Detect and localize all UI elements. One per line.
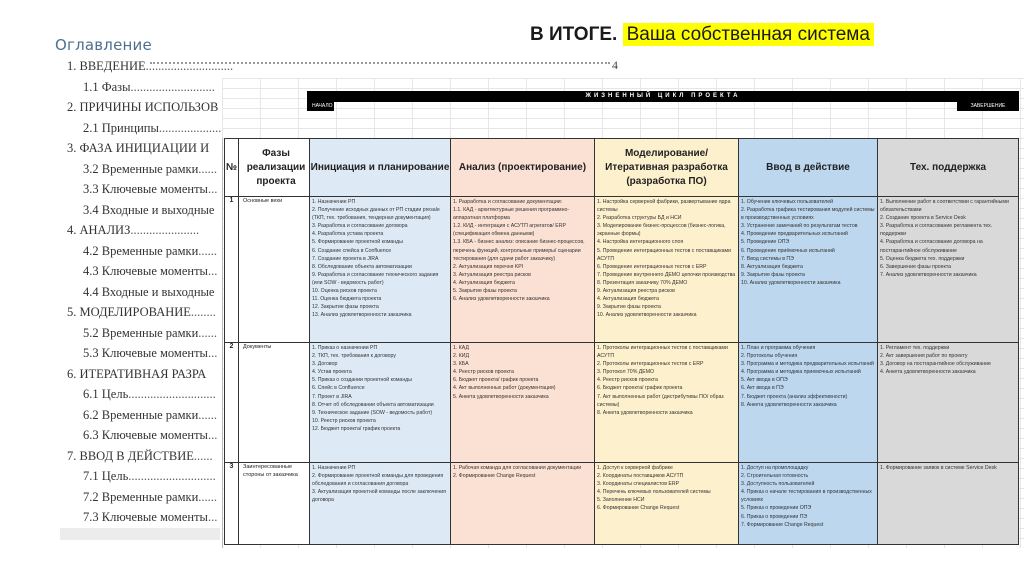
toc-item[interactable] xyxy=(55,220,235,241)
cell-deployment[interactable] xyxy=(739,463,878,545)
toc-item-label: 3.4 Входные и выходные xyxy=(83,202,215,217)
cell-line: 6. Приказ о проведении ПЭ xyxy=(741,513,808,520)
title-highlight: Ваша собственная система xyxy=(623,23,874,46)
toc-item[interactable] xyxy=(55,200,235,221)
cell-line: 2. Создание проекта в Service Desk xyxy=(880,215,966,222)
toc-item[interactable] xyxy=(55,405,235,426)
cell-line: 5. Закрытие фазы проекта xyxy=(453,288,517,295)
toc-item-dots: ........................... xyxy=(130,79,215,94)
cell-line: 8. Отчет об обследовании объекта автоматизации xyxy=(312,401,434,408)
cell-line: 5. Проведение интеграционных тестов с поставщиками АСУТП xyxy=(597,247,731,262)
cell-line: 1.2. КИД - интеграция с АСУТП агрегатов/ ERP (спецификация обмена данными) xyxy=(453,223,566,238)
cell-initiation[interactable] xyxy=(310,463,451,545)
cell-line: 5. Заполнение НСИ xyxy=(597,497,645,504)
cell-line: 1. Назначение РП xyxy=(312,199,356,205)
toc-item-label: 6.1 Цель xyxy=(83,387,129,401)
cell-deployment[interactable] xyxy=(739,197,878,343)
table-row xyxy=(225,463,1019,545)
cell-line: 9. Разработка и согласование технического задания (или SOW - ведомость работ) xyxy=(312,271,439,286)
toc-item-dots: ............................ xyxy=(128,469,216,483)
toc-item-label: 1. ВВЕДЕНИЕ xyxy=(67,59,146,73)
cell-line: 3. Разработка и согласование регламента тех. поддержки xyxy=(880,223,993,238)
toc-item-dots: ...... xyxy=(193,448,213,463)
row-label: Заинтересованные стороны от заказчика xyxy=(239,463,310,545)
cell-line: 1. Формирование заявок в системе Service Desk xyxy=(880,465,997,471)
toc-item-dots: ... xyxy=(207,510,218,524)
cell-line: 6. Анализ удовлетворенности заказчика xyxy=(453,296,550,303)
toc-item-label: 6.2 Временные рамки xyxy=(83,407,199,422)
title-prefix: В ИТОГЕ. xyxy=(530,24,618,45)
toc-title: Оглавление xyxy=(55,36,152,54)
cell-line: 9. Техническое задание (SOW - ведомость работ) xyxy=(312,409,433,416)
toc-item[interactable] xyxy=(55,466,235,487)
cell-line: 1. Доступ на промплощадку xyxy=(741,465,809,471)
table-row xyxy=(225,343,1019,463)
cell-line: 1.3. КБА - бизнес анализ: описание бизнес-процессов, перечень функций, контрольные примеры/ сценарии тестирования (для сдачи работ заказчику) xyxy=(453,239,585,262)
cell-line: 4. Акт выполненных работ (документация) xyxy=(453,385,556,392)
toc-item[interactable] xyxy=(55,446,235,467)
toc-item[interactable] xyxy=(55,179,235,200)
cell-line: 7. Акт выполненных работ (дистрибутивы ПО/ образ системы) xyxy=(597,393,724,408)
cell-line: 4. Анкета удовлетворенности заказчика xyxy=(880,369,976,376)
cell-line: 1. Выполнение работ в соответствии с гарантийными обязательствами xyxy=(880,199,1009,214)
cell-line: 1. Доступ к серверной фабрике xyxy=(597,465,673,471)
toc-item[interactable] xyxy=(55,364,235,385)
toc-item-label: 5. МОДЕЛИРОВАНИЕ xyxy=(67,305,191,319)
toc-item[interactable] xyxy=(55,507,235,526)
row-label: Документы xyxy=(239,343,310,463)
table-of-contents xyxy=(55,36,235,526)
cell-analysis[interactable] xyxy=(451,343,595,463)
toc-item[interactable] xyxy=(55,487,235,508)
phase-header-development: Моделирование/ Итеративная разработка (разработка ПО) xyxy=(595,139,739,197)
cell-line: 3. КБА xyxy=(453,361,469,368)
cell-line: 5. Акт ввода в ОПЭ xyxy=(741,377,788,384)
toc-item-dots: ... xyxy=(207,264,218,278)
cell-deployment[interactable] xyxy=(739,343,878,463)
cell-line: 2. Протоколы обучения xyxy=(741,353,798,360)
cell-line: 11. Оценка бюджета проекта xyxy=(312,296,382,303)
cell-line: 2. Разработка графика тестирования модулей системы в производственных условиях xyxy=(741,207,875,222)
toc-item-label: 7.3 Ключевые моменты xyxy=(83,510,208,524)
cell-line: 4. Разработка устава проекта xyxy=(312,231,384,238)
cell-line: 4. Программа и методика приемочных испытаний xyxy=(741,369,861,376)
toc-item[interactable] xyxy=(55,118,235,139)
cell-support[interactable] xyxy=(878,197,1019,343)
toc-item-label: 5.3 Ключевые моменты xyxy=(83,346,208,360)
cell-line: 3. Доступность пользователей xyxy=(741,481,815,488)
toc-item-label: 4.3 Ключевые моменты xyxy=(83,264,208,278)
toc-item[interactable] xyxy=(55,97,235,118)
table-row xyxy=(225,197,1019,343)
toc-item[interactable] xyxy=(55,77,235,98)
cell-development[interactable] xyxy=(595,197,739,343)
cell-line: 7. Бюджет проекта (анализ эффективности) xyxy=(741,393,848,400)
cell-line: 4. Реестр рисков проекта xyxy=(453,369,514,376)
cell-line: 7. Ввод системы в ПЭ xyxy=(741,255,794,262)
cell-line: 2. Протоколы интеграционных тестов с ERP xyxy=(597,361,704,368)
cell-line: 3. Разработка и согласование договора xyxy=(312,223,408,230)
cell-line: 10. Оценка рисков проекта xyxy=(312,288,377,295)
toc-item-dots: ... xyxy=(207,182,218,196)
toc-item[interactable] xyxy=(55,159,235,180)
cell-line: 1. КАД xyxy=(453,345,469,351)
header-num: № xyxy=(225,139,239,197)
toc-item-label: 4. АНАЛИЗ xyxy=(67,223,131,237)
cell-line: 9. Актуализация реестра рисков xyxy=(597,288,675,295)
cell-line: 5. Формирование проектной команды xyxy=(312,239,403,246)
toc-item-label: 7.2 Временные рамки xyxy=(83,489,199,504)
cell-support[interactable] xyxy=(878,463,1019,545)
toc-page-number: 4 xyxy=(612,58,618,72)
cell-line: 6. Создание спейса в Confluence xyxy=(312,247,392,254)
cell-line: 4. Настройка интеграционного слоя xyxy=(597,239,684,246)
cell-line: 1. Рабочая команда для согласования документации xyxy=(453,465,582,471)
toc-item-dots: ........ xyxy=(190,305,216,319)
toc-item[interactable] xyxy=(55,261,235,282)
cell-line: 2. Получение исходных данных от РП стадии presale (ТКП, тех. требования, тендерная документация) xyxy=(312,207,440,222)
toc-item[interactable] xyxy=(55,302,235,323)
toc-item[interactable] xyxy=(55,282,235,303)
toc-item[interactable] xyxy=(55,241,235,262)
cell-line: 10. Анализ удовлетворенности заказчика xyxy=(741,279,841,286)
cell-line: 1. Назначение РП xyxy=(312,465,356,471)
cell-line: 2. ТКП, тех. требования к договору xyxy=(312,353,396,360)
table-header-row xyxy=(225,139,1019,197)
lifecycle-banner: ЖИЗНЕННЫЙ ЦИКЛ ПРОЕКТА xyxy=(307,91,1019,102)
cell-line: 8. Актуализация бюджета xyxy=(741,263,803,270)
phase-header-initiation: Инициация и планирование xyxy=(310,139,451,197)
toc-item-dots: ... xyxy=(207,346,218,360)
row-label: Основные вехи xyxy=(239,197,310,343)
lifecycle-end-label: ЗАВЕРШЕНИЕ xyxy=(957,102,1019,111)
cell-analysis[interactable] xyxy=(451,463,595,545)
cell-line: 6. Формирование Change Request xyxy=(597,505,680,512)
cell-line: 6. Спейс в Confluence xyxy=(312,385,365,392)
row-number: 1 xyxy=(225,197,239,343)
cell-line: 3. Договор на постгарантийное обслуживание xyxy=(880,361,991,368)
cell-line: 1. План и программа обучения xyxy=(741,345,816,351)
cell-line: 3. Договор xyxy=(312,361,338,368)
cell-line: 10. Анализ удовлетворенности заказчика xyxy=(597,312,697,319)
cell-line: 1. Настройка серверной фабрики, развертывание ядра системы xyxy=(597,199,731,214)
cell-line: 8. Обследование объекта автоматизации xyxy=(312,263,412,270)
phase-header-analysis: Анализ (проектирование) xyxy=(451,139,595,197)
cell-initiation[interactable] xyxy=(310,343,451,463)
cell-line: 4. Актуализация бюджета xyxy=(453,279,515,286)
cell-line: 3. Программа и методика предварительных испытаний xyxy=(741,361,874,368)
cell-line: 3. Протокол 70% ДЕМО xyxy=(597,369,655,376)
cell-line: 13. Анализ удовлетворенности заказчика xyxy=(312,312,412,319)
cell-line: 7. Проведение внутреннего ДЕМО цепочки производства xyxy=(597,271,736,278)
cell-line: 3. Устранение замечаний по результатам тестов xyxy=(741,223,858,230)
cell-line: 1.1. КАД - архитектурные решения программно-аппаратная платформа xyxy=(453,207,570,222)
cell-line: 12. Бюджет проекта/ график проекта xyxy=(312,425,401,432)
phase-header-support: Тех. поддержка xyxy=(878,139,1019,197)
cell-line: 6. Проведение интеграционных тестов с ERP xyxy=(597,263,707,270)
toc-item[interactable] xyxy=(55,343,235,364)
toc-item-dots: ...... xyxy=(198,407,218,422)
toc-item-label: 7.1 Цель xyxy=(83,469,129,483)
toc-item-label: 2.1 Принципы xyxy=(83,120,159,135)
cell-line: 2. Актуализация перечня KPI xyxy=(453,263,524,270)
toc-item[interactable] xyxy=(55,138,235,159)
cell-line: 2. Акт завершения работ по проекту xyxy=(880,353,968,360)
cell-line: 8. Презентация заказчику 70% ДЕМО xyxy=(597,279,688,286)
toc-item[interactable] xyxy=(55,323,235,344)
cell-line: 6. Бюджет проекта/ график проекта xyxy=(453,377,539,384)
toc-item-dots: ...... xyxy=(198,243,218,258)
toc-item-label: 1.1 Фазы xyxy=(83,79,131,94)
cell-line: 4. Актуализация бюджета xyxy=(597,296,659,303)
lifecycle-start-label: НАЧАЛО xyxy=(307,102,334,111)
cell-line: 6. Бюджет проекта/ график проекта xyxy=(597,385,683,392)
cell-line: 2. Разработка структуры БД и НСИ xyxy=(597,215,682,222)
cell-line: 2. Формирование Change Request xyxy=(453,473,536,480)
cell-line: 1. Протоколы интеграционных тестов с поставщиками АСУТП xyxy=(597,345,728,360)
cell-line: 7. Формирование Change Request xyxy=(741,521,824,528)
toc-page-edge xyxy=(60,528,220,540)
cell-initiation[interactable] xyxy=(310,197,451,343)
cell-line: 5. Анкета удовлетворенности заказчика xyxy=(453,393,549,400)
toc-list xyxy=(55,56,235,526)
row-number: 3 xyxy=(225,463,239,545)
row-number: 2 xyxy=(225,343,239,463)
cell-line: 4. Разработка и согласование договора на постгарантийное обслуживание xyxy=(880,239,983,254)
cell-line: 4. Реестр рисков проекта xyxy=(597,377,658,384)
cell-line: 3. Актуализация проектной команды после заключения договора xyxy=(312,489,446,504)
cell-line: 4. Устав проекта xyxy=(312,369,352,376)
cell-line: 8. Анкета удовлетворенности заказчика xyxy=(597,409,693,416)
cell-line: 9. Закрытие фазы проекта xyxy=(741,271,805,278)
toc-item[interactable] xyxy=(55,56,235,77)
cell-line: 3. Моделирование бизнес-процессов (бизнес-логика, экранные формы) xyxy=(597,223,726,238)
header-phase: Фазы реализации проекта xyxy=(239,139,310,197)
cell-line: 1. Приказ о назначении РП xyxy=(312,345,378,351)
cell-line: 6. Завершение фазы проекта xyxy=(880,263,952,270)
phase-header-deployment: Ввод в действие xyxy=(739,139,878,197)
cell-line: 4. Проведение предварительных испытаний xyxy=(741,231,848,238)
cell-line: 4. Приказ о начале тестирования в производственных условиях xyxy=(741,489,872,504)
toc-item-label: 6.3 Ключевые моменты xyxy=(83,428,208,442)
toc-item-dots: ...... xyxy=(198,161,218,176)
cell-development[interactable] xyxy=(595,343,739,463)
toc-item-label: 3.3 Ключевые моменты xyxy=(83,182,208,196)
cell-development[interactable] xyxy=(595,463,739,545)
cell-line: 1. Обучение ключевых пользователей xyxy=(741,199,833,205)
cell-line: 3. Координаты специалистов ERP xyxy=(597,481,680,488)
toc-item-label: 3.2 Временные рамки xyxy=(83,161,199,176)
toc-item-dots: ............................ xyxy=(145,59,234,73)
cell-line: 3. Актуализация реестра рисков xyxy=(453,271,531,278)
toc-item-dots: ...... xyxy=(198,325,218,340)
toc-item[interactable] xyxy=(55,425,235,446)
cell-line: 6. Проведение приёмочных испытаний xyxy=(741,247,835,254)
cell-line: 4. Перечень ключевых пользователей системы xyxy=(597,489,711,496)
toc-item-dots: ...................... xyxy=(130,223,200,237)
cell-line: 2. КИД xyxy=(453,353,470,360)
cell-line: 7. Проект в JIRA xyxy=(312,393,352,400)
toc-item-label: 4.4 Входные и выходные xyxy=(83,284,215,299)
cell-line: 1. Регламент тех. поддержки xyxy=(880,345,950,351)
cell-line: 7. Создание проекта в JIRA xyxy=(312,255,379,262)
cell-line: 5. Проведение ОПЭ xyxy=(741,239,790,246)
project-phases-table xyxy=(224,138,1019,545)
toc-item-dots: .................... xyxy=(158,120,222,135)
toc-item-dots: ............................ xyxy=(128,387,216,401)
cell-line: 5. Оценка бюджета тех. поддержки xyxy=(880,255,965,262)
cell-line: 2. Координаты поставщиков АСУТП xyxy=(597,473,684,480)
toc-item-label: 6. ИТЕРАТИВНАЯ РАЗРА xyxy=(67,366,207,381)
cell-support[interactable] xyxy=(878,343,1019,463)
cell-line: 12. Закрытие фазы проекта xyxy=(312,304,379,311)
cell-line: 6. Акт ввода в ПЭ xyxy=(741,385,784,392)
toc-item-label: 3. ФАЗА ИНИЦИАЦИИ И xyxy=(67,141,210,155)
cell-line: 5. Приказ о создании проектной команды xyxy=(312,377,412,384)
lifecycle-spreadsheet xyxy=(222,78,1024,548)
cell-line: 10. Реестр рисков проекта xyxy=(312,417,376,424)
toc-item-label: 2. ПРИЧИНЫ ИСПОЛЬЗОВ xyxy=(67,100,219,114)
cell-analysis[interactable] xyxy=(451,197,595,343)
toc-item[interactable] xyxy=(55,384,235,405)
slide-title xyxy=(530,24,874,46)
cell-line: 8. Анкета удовлетворенности заказчика xyxy=(741,401,837,408)
toc-item-label: 5.2 Временные рамки xyxy=(83,325,199,340)
toc-item-dots: ... xyxy=(207,428,218,442)
cell-line: 9. Закрытие фазы проекта xyxy=(597,304,661,311)
toc-item-label: 4.2 Временные рамки xyxy=(83,243,199,258)
cell-line: 1. Разработка и согласование документации: xyxy=(453,199,563,205)
toc-item-label: 7. ВВОД В ДЕЙСТВИЕ xyxy=(67,448,194,463)
cell-line: 2. Строительная готовность xyxy=(741,473,809,480)
cell-line: 7. Анализ удовлетворенности заказчика xyxy=(880,271,977,278)
cell-line: 5. Приказ о проведении ОПЭ xyxy=(741,505,812,512)
toc-item-dots: ...... xyxy=(198,489,218,504)
cell-line: 2. Формирование проектной команды для проведения обследования и согласования договора xyxy=(312,473,444,488)
